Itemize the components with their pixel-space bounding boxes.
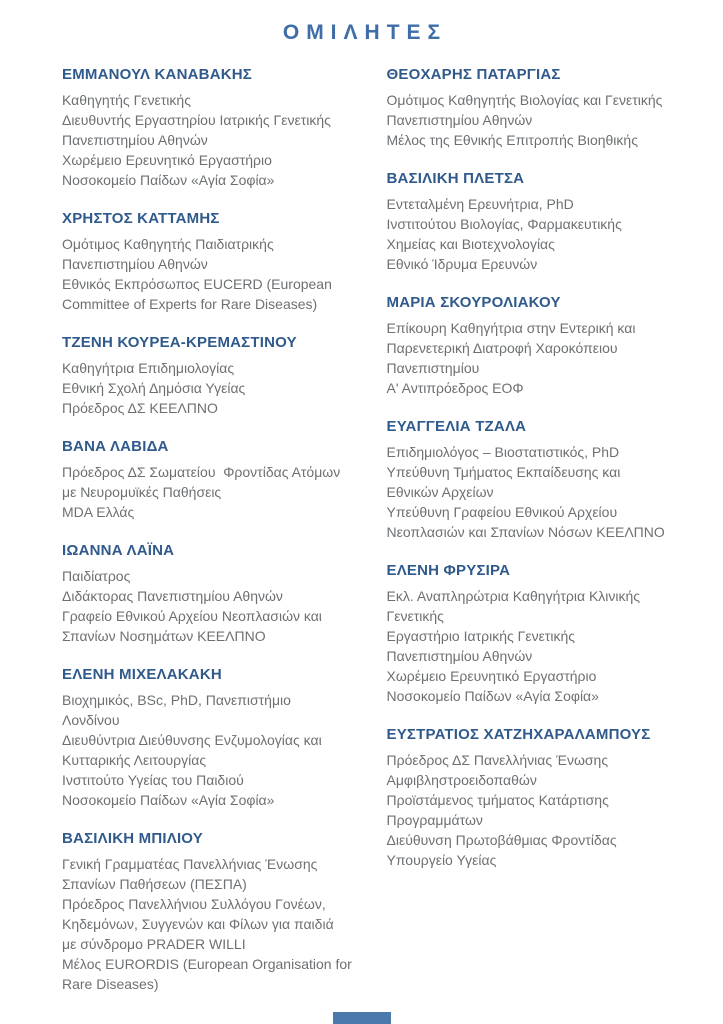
speaker-detail-line: Χωρέμειο Ερευνητικό Εργαστήριο — [62, 152, 272, 168]
speaker-detail-line: Χωρέμειο Ερευνητικό Εργαστήριο — [386, 668, 597, 684]
speaker-detail-line: Διεύθυνση Πρωτοβάθμιας Φροντίδας — [386, 832, 617, 848]
speaker-detail-line: Ινστιτούτο Υγείας του Παιδιού — [62, 772, 244, 788]
speaker-detail-line: Εκλ. Αναπληρώτρια Καθηγήτρια Κλινικής — [386, 588, 641, 604]
speaker-detail-line: Νοσοκομείο Παίδων «Αγία Σοφία» — [62, 172, 275, 188]
speaker-detail-line: Παιδίατρος — [62, 568, 131, 584]
speaker-detail-line: Χημείας και Βιοτεχνολογίας — [386, 236, 555, 252]
speaker-detail-line: Πανεπιστημίου Αθηνών — [386, 648, 533, 664]
speaker-name: ΕΜΜΑΝΟΥΛ ΚΑΝΑΒΑΚΗΣ — [62, 66, 252, 83]
speaker-detail-line: με σύνδρομο PRADER WILLI — [62, 936, 246, 952]
speaker-name: ΕΥΣΤΡΑΤΙΟΣ ΧΑΤΖΗΧΑΡΑΛΑΜΠΟΥΣ — [386, 726, 651, 743]
speaker-detail-line: Επίκουρη Καθηγήτρια στην Εντερική και — [386, 320, 636, 336]
speaker-detail-line: MDA Ελλάς — [62, 504, 135, 520]
speaker-detail-line: Πρόεδρος Πανελλήνιου Συλλόγου Γονέων, — [62, 896, 326, 912]
speaker-detail-line: Εθνικός Εκπρόσωπος EUCERD (European — [62, 276, 332, 292]
speaker-detail-line: Πανεπιστημίου Αθηνών — [386, 112, 533, 128]
speaker-detail-line: Εργαστήριο Ιατρικής Γενετικής — [386, 628, 575, 644]
speaker-name: ΧΡΗΣΤΟΣ ΚΑΤΤΑΜΗΣ — [62, 210, 220, 227]
speaker-detail-line: Προϊστάμενος τμήματος Κατάρτισης — [386, 792, 609, 808]
speaker-name: ΤΖΕΝΗ ΚΟΥΡΕΑ-ΚΡΕΜΑΣΤΙΝΟΥ — [62, 334, 297, 351]
speaker-detail-line: Καθηγήτρια Επιδημιολογίας — [62, 360, 235, 376]
speaker-detail-line: Κυτταρικής Λειτουργίας — [62, 752, 207, 768]
speaker-detail-line: Γενετικής — [386, 608, 444, 624]
speaker-detail-line: Διευθύντρια Διεύθυνσης Ενζυμολογίας και — [62, 732, 322, 748]
speaker-detail-line: Committee of Experts for Rare Diseases) — [62, 296, 318, 312]
footer-accent-bar — [333, 1012, 391, 1024]
speaker-detail-line: Σπανίων Παθήσεων (ΠΕΣΠΑ) — [62, 876, 247, 892]
speaker-detail-line: Υπεύθυνη Γραφείου Εθνικού Αρχείου — [386, 504, 618, 520]
speaker-name: ΜΑΡΙΑ ΣΚΟΥΡΟΛΙΑΚΟΥ — [386, 294, 561, 311]
speaker-name: ΘΕΟΧΑΡΗΣ ΠΑΤΑΡΓΙΑΣ — [386, 66, 561, 83]
speaker-detail-line: Πρόεδρος ΔΣ Σωματείου Φροντίδας Ατόμων — [62, 464, 341, 480]
speaker-detail-line: Εθνικό Ίδρυμα Ερευνών — [386, 256, 538, 272]
speaker-detail-line: Σπανίων Νοσημάτων ΚΕΕΛΠΝΟ — [62, 628, 266, 644]
speaker-detail-line: Rare Diseases) — [62, 976, 159, 992]
speaker-entry — [62, 541, 371, 646]
speaker-detail-line: Διευθυντής Εργαστηρίου Ιατρικής Γενετικής — [62, 112, 331, 128]
speaker-entry — [387, 725, 696, 870]
speaker-detail-line: Πανεπιστημίου — [386, 360, 480, 376]
speaker-detail-line: Κηδεμόνων, Συγγενών και Φίλων για παιδιά — [62, 916, 334, 932]
speaker-detail-line: Υπουργείο Υγείας — [386, 852, 497, 868]
speaker-name: ΕΛΕΝΗ ΦΡΥΣΙΡΑ — [386, 562, 511, 579]
speaker-detail-line: Νοσοκομείο Παίδων «Αγία Σοφία» — [386, 688, 599, 704]
speaker-detail-line: Λονδίνου — [62, 712, 120, 728]
speakers-column-left — [62, 65, 387, 1013]
speaker-entry — [62, 333, 371, 418]
speaker-detail-line: Πρόεδρος ΔΣ Πανελλήνιας Ένωσης — [386, 752, 609, 768]
speaker-entry — [62, 65, 371, 190]
page-title: ΟΜΙΛΗΤΕΣ — [282, 21, 448, 44]
speaker-detail-line: Εθνική Σχολή Δημόσια Υγείας — [62, 380, 246, 396]
speaker-detail-line: Γενική Γραμματέας Πανελλήνιας Ένωσης — [62, 856, 318, 872]
speaker-detail-line: Επιδημιολόγος – Βιοστατιστικός, PhD — [386, 444, 620, 460]
speaker-detail-line: Μέλος της Εθνικής Επιτροπής Βιοηθικής — [386, 132, 638, 148]
speaker-detail-line: Πανεπιστημίου Αθηνών — [62, 132, 208, 148]
speaker-detail-line: Μέλος EURORDIS (European Organisation for — [62, 956, 352, 972]
speaker-detail-line: Καθηγητής Γενετικής — [62, 92, 191, 108]
speaker-detail-line: Διδάκτορας Πανεπιστημίου Αθηνών — [62, 588, 283, 604]
speakers-columns — [0, 65, 723, 1013]
speaker-detail-line: Αμφιβληστροειδοπαθών — [386, 772, 537, 788]
speaker-detail-line: Ινστιτούτου Βιολογίας, Φαρμακευτικής — [386, 216, 622, 232]
speaker-detail-line: Γραφείο Εθνικού Αρχείου Νεοπλασιών και — [62, 608, 322, 624]
speaker-detail-line: Ομότιμος Καθηγητής Βιολογίας και Γενετικής — [386, 92, 663, 108]
speaker-detail-line: Παρενετερική Διατροφή Χαροκόπειου — [386, 340, 618, 356]
speaker-name: ΕΛΕΝΗ ΜΙΧΕΛΑΚΑΚΗ — [62, 666, 222, 683]
speaker-detail-line: Πρόεδρος ΔΣ ΚΕΕΛΠΝΟ — [62, 400, 218, 416]
speaker-detail-line: Νοσοκομείο Παίδων «Αγία Σοφία» — [62, 792, 275, 808]
speaker-entry — [387, 169, 696, 274]
speaker-detail-line: Εθνικών Αρχείων — [386, 484, 494, 500]
speaker-entry — [387, 65, 696, 150]
speaker-name: ΙΩΑΝΝΑ ΛΑΪΝΑ — [62, 542, 175, 559]
speaker-entry — [62, 829, 371, 994]
speakers-column-right — [387, 65, 696, 1013]
speaker-name: ΒΑΣΙΛΙΚΗ ΠΛΕΤΣΑ — [386, 170, 525, 187]
speaker-entry — [387, 293, 696, 398]
speaker-detail-line: Βιοχημικός, BSc, PhD, Πανεπιστήμιο — [62, 692, 291, 708]
speaker-detail-line: Προγραμμάτων — [386, 812, 483, 828]
speaker-detail-line: Υπεύθυνη Τμήματος Εκπαίδευσης και — [386, 464, 621, 480]
speaker-detail-line: Νεοπλασιών και Σπανίων Νόσων ΚΕΕΛΠΝΟ — [386, 524, 665, 540]
speaker-detail-line: Πανεπιστημίου Αθηνών — [62, 256, 208, 272]
speaker-entry — [62, 665, 371, 810]
speaker-detail-line: Ομότιμος Καθηγητής Παιδιατρικής — [62, 236, 274, 252]
speaker-entry — [62, 437, 371, 522]
speaker-detail-line: Εντεταλμένη Ερευνήτρια, PhD — [386, 196, 574, 212]
speaker-entry — [62, 209, 371, 314]
speaker-name: ΕΥΑΓΓΕΛΙΑ ΤΖΑΛΑ — [386, 418, 527, 435]
speaker-name: ΒΑΣΙΛΙΚΗ ΜΠΙΛΙΟΥ — [62, 830, 203, 847]
speaker-entry — [387, 561, 696, 706]
speaker-entry — [387, 417, 696, 542]
speaker-detail-line: με Νευρομυϊκές Παθήσεις — [62, 484, 222, 500]
speaker-name: ΒΑΝΑ ΛΑΒΙΔΑ — [62, 438, 169, 455]
speaker-detail-line: Α' Αντιπρόεδρος ΕΟΦ — [386, 380, 524, 396]
